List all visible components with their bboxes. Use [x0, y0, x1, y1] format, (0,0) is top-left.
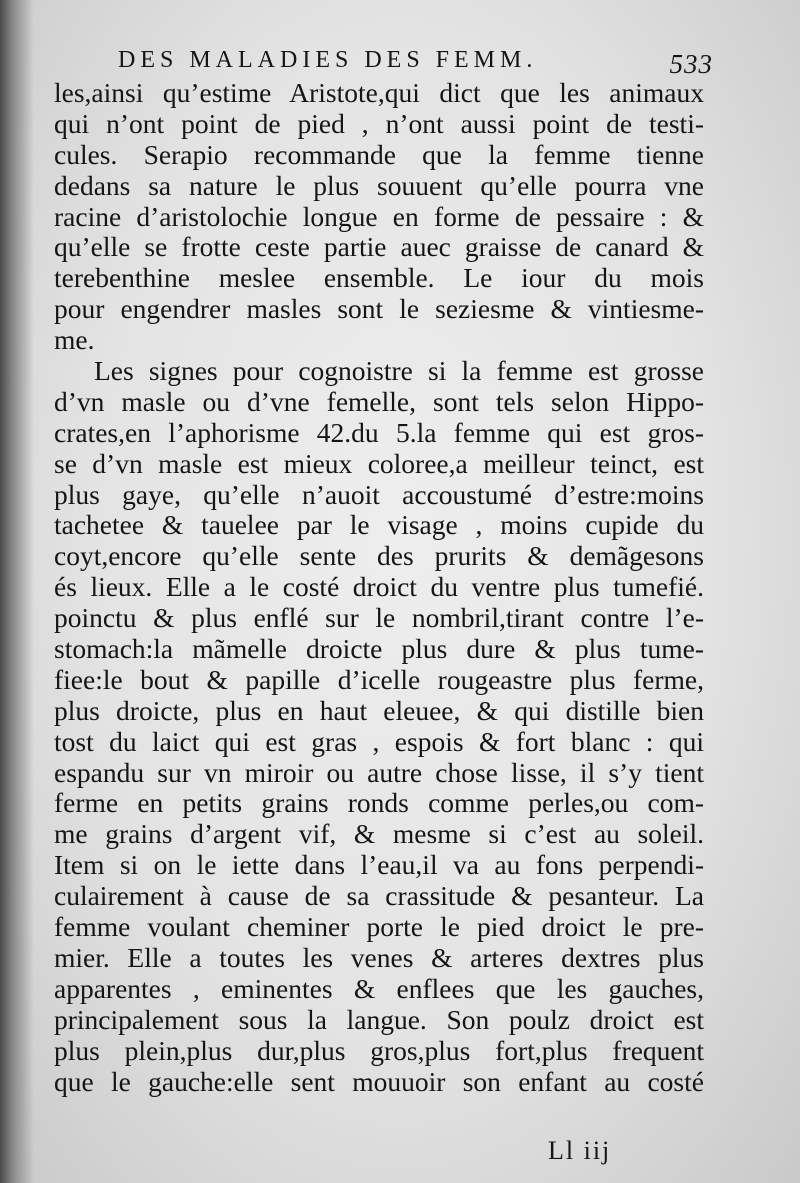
text-line: me. — [54, 324, 95, 356]
text-line: ferme en petits grains ronds comme perles,ou com- — [54, 787, 704, 819]
paragraph-start-line: Les signes pour cognoistre si la femme est grosse — [94, 355, 704, 387]
text-line: és lieux. Elle a le costé droict du ventre plus tumefié. — [54, 571, 704, 603]
text-line: se d’vn masle est mieux coloree,a meilleur teinct, est — [54, 447, 704, 479]
running-head — [118, 45, 713, 81]
text-line: terebenthine meslee ensemble. Le iour du mois — [54, 262, 704, 294]
page-number: 533 — [669, 49, 713, 79]
text-line: d’vn masle ou d’vne femelle, sont tels selon Hippo- — [54, 385, 704, 417]
text-line: apparentes , eminentes & enflees que les gauches, — [54, 972, 704, 1004]
running-title: DES MALADIES DES FEMM. — [118, 47, 538, 73]
text-line: plus gaye, qu’elle n’auoit accoustumé d’estre:moins — [54, 478, 704, 510]
text-line: les,ainsi qu’estime Aristote,qui dict que les animaux — [54, 77, 704, 108]
text-line: fiee:le bout & papille d’icelle rougeastre plus ferme, — [54, 663, 704, 695]
text-line: pour engendrer masles sont le seziesme & vintiesme- — [54, 293, 704, 325]
text-line: poinctu & plus enflé sur le nombril,tirant contre l’e- — [54, 602, 704, 634]
signature-mark: Ll iij — [548, 1136, 612, 1165]
text-line: femme voulant cheminer porte le pied droict le pre- — [54, 911, 704, 943]
text-line: Item si on le iette dans l’eau,il va au fons perpendi- — [54, 849, 704, 881]
text-line: dedans sa nature le plus souuent qu’elle pourra vne — [54, 169, 704, 201]
text-line: crates,en l’aphorisme 42.du 5.la femme qui est gros- — [54, 416, 704, 448]
text-line: mier. Elle a toutes les venes & arteres dextres plus — [54, 941, 704, 973]
text-line: principalement sous la langue. Son poulz droict est — [54, 1003, 704, 1035]
gutter-shadow — [0, 0, 34, 1183]
text-line: coyt,encore qu’elle sente des prurits & demãgesons — [54, 540, 704, 572]
text-line: qui n’ont point de pied , n’ont aussi point de testi- — [54, 107, 704, 139]
text-line: culairement à cause de sa crassitude & pesanteur. La — [54, 880, 704, 912]
text-line: qu’elle se frotte ceste partie auec graisse de canard & — [54, 231, 704, 263]
body-text — [54, 78, 704, 1097]
text-line: plus droicte, plus en haut eleuee, & qui distille bien — [54, 694, 704, 726]
text-line: cules. Serapio recommande que la femme tienne — [54, 138, 704, 170]
text-line: espandu sur vn miroir ou autre chose lisse, il s’y tient — [54, 756, 704, 788]
text-line: tachetee & tauelee par le visage , moins cupide du — [54, 509, 704, 541]
text-line: me grains d’argent vif, & mesme si c’est au soleil. — [54, 818, 704, 850]
text-line: stomach:la mãmelle droicte plus dure & plus tume- — [54, 633, 704, 665]
text-line: tost du laict qui est gras , espois & fort blanc : qui — [54, 725, 704, 757]
text-line: plus plein,plus dur,plus gros,plus fort,plus frequent — [54, 1034, 704, 1066]
text-line: racine d’aristolochie longue en forme de pessaire : & — [54, 200, 704, 232]
text-line: que le gauche:elle sent mouuoir son enfant au costé — [54, 1065, 704, 1097]
